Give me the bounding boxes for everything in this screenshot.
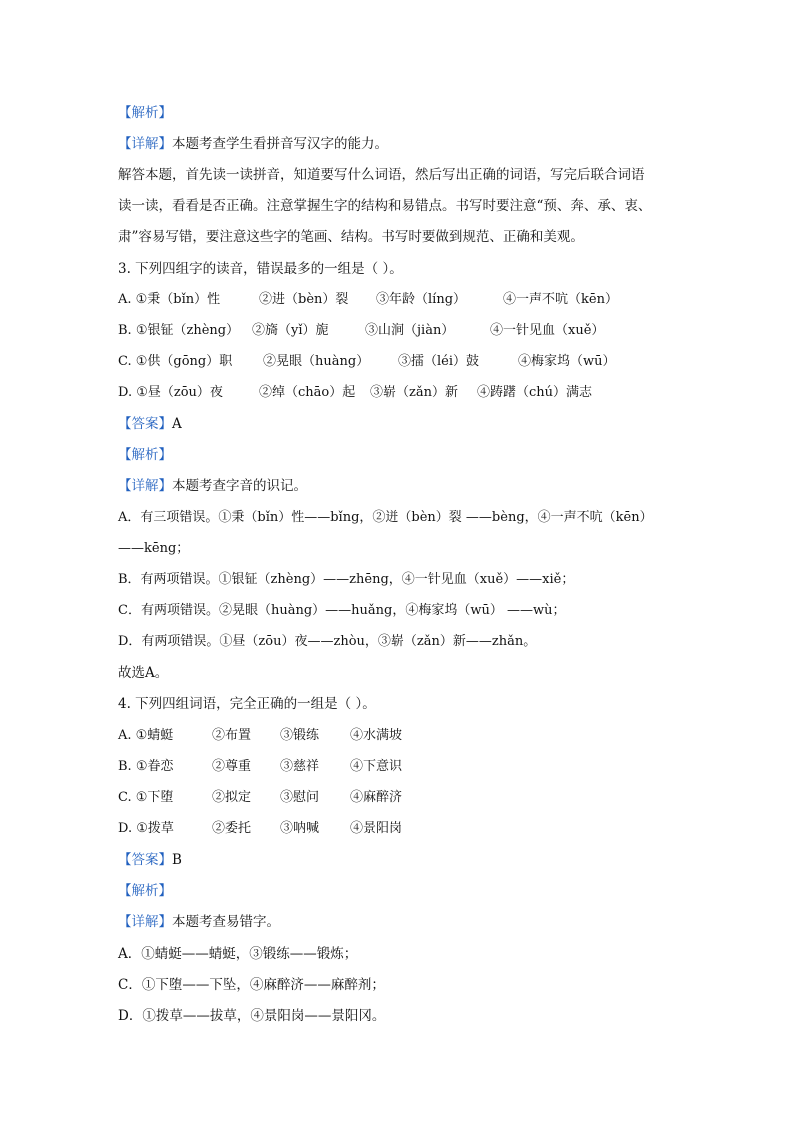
option-cell: ②进（bèn）裂 (259, 292, 349, 307)
option-cell: ④景阳岗 (350, 821, 403, 836)
detail-tag: 【详解】 (118, 478, 172, 494)
conclusion-line: 故选A。 (118, 665, 169, 681)
explanation-line: D．①拨草——拔草，④景阳岗——景阳冈。 (118, 1008, 386, 1024)
explanation-line: A．①蜻蜓——蜻蜓，③锻练——锻炼； (118, 946, 358, 962)
analysis-tag: 【解析】 (118, 883, 172, 899)
option-cell: C. ①下堕 (118, 790, 174, 805)
explanation-line: B．有两项错误。①银钲（zhèng）——zhēng，④一针见血（xuě）——xiě； (118, 572, 575, 587)
explanation-line: ——kēng； (118, 541, 190, 556)
analysis-tag: 【解析】 (118, 447, 172, 463)
detail-text: 本题考查学生看拼音写汉字的能力。 (172, 136, 388, 152)
answer-tag: 【答案】 (118, 852, 172, 868)
option-cell: ②旖（yǐ）旎 (252, 323, 329, 338)
option-cell: C. ①供（gōng）职 (118, 354, 233, 369)
option-cell: ③锻练 (280, 728, 320, 743)
option-cell: ③呐喊 (280, 821, 320, 836)
answer-tag: 【答案】 (118, 416, 172, 432)
option-cell: B. ①银钲（zhèng） (118, 323, 240, 338)
option-cell: ③慰问 (280, 790, 320, 805)
option-cell: D. ①拨草 (118, 821, 174, 836)
option-cell: ④一针见血（xuě） (490, 323, 605, 338)
option-cell: ③崭（zǎn）新 (370, 385, 458, 400)
detail-line (118, 912, 688, 932)
explanation-line: D．有两项错误。①昼（zōu）夜——zhòu，③崭（zǎn）新——zhǎn。 (118, 634, 537, 649)
paragraph-line: 肃”容易写错，要注意这些字的笔画、结构。书写时要做到规范、正确和美观。 (118, 229, 584, 245)
option-cell: ③年龄（líng） (376, 292, 467, 307)
option-cell: ④踌躇（chú）满志 (477, 385, 593, 400)
detail-text: 本题考查字音的识记。 (172, 478, 307, 494)
answer-value: B (172, 852, 182, 868)
option-cell: B. ①眷恋 (118, 759, 174, 774)
option-cell: ④下意识 (350, 759, 403, 774)
option-cell: ③擂（léi）鼓 (398, 354, 480, 369)
option-cell: ②委托 (212, 821, 252, 836)
detail-line (118, 134, 688, 154)
detail-line (118, 476, 688, 496)
option-cell: A. ①蜻蜓 (118, 728, 174, 743)
answer-line (118, 850, 688, 870)
answer-value: A (172, 416, 182, 432)
explanation-line: C．①下堕——下坠，④麻醉济——麻醉剂； (118, 977, 385, 993)
option-cell: ④一声不吭（kēn） (503, 292, 618, 307)
question-stem: 4. 下列四组词语，完全正确的一组是（ ）。 (118, 696, 376, 712)
option-cell: ②尊重 (212, 759, 252, 774)
option-cell: ②绰（chāo）起 (259, 385, 356, 400)
option-cell: ②拟定 (212, 790, 252, 805)
option-cell: A. ①秉（bǐn）性 (118, 292, 221, 307)
explanation-line: C．有两项错误。②晃眼（huàng）——huǎng，④梅家坞（wū） ——wù； (118, 603, 566, 618)
option-cell: ④水满坡 (350, 728, 403, 743)
detail-text: 本题考查易错字。 (172, 914, 280, 930)
option-cell: ②布置 (212, 728, 252, 743)
option-cell: ②晃眼（huàng） (263, 354, 370, 369)
option-cell: ④麻醉济 (350, 790, 403, 805)
paragraph-line: 解答本题，首先读一读拼音，知道要写什么词语，然后写出正确的词语，写完后联合词语 (118, 167, 645, 183)
detail-tag: 【详解】 (118, 914, 172, 930)
option-cell: D. ①昼（zōu）夜 (118, 385, 223, 400)
analysis-tag: 【解析】 (118, 105, 172, 121)
explanation-line: A．有三项错误。①秉（bǐn）性——bǐng，②迸（bèn）裂 ——bèng，④一声不吭（kēn） (118, 510, 653, 525)
option-cell: ④梅家坞（wū） (518, 354, 616, 369)
detail-tag: 【详解】 (118, 136, 172, 152)
question-stem: 3. 下列四组字的读音，错误最多的一组是（ ）。 (118, 261, 403, 277)
option-cell: ③山涧（jiàn） (365, 323, 455, 338)
answer-line (118, 414, 688, 434)
option-cell: ③慈祥 (280, 759, 320, 774)
paragraph-line: 读一读，看看是否正确。注意掌握生字的结构和易错点。书写时要注意“预、奔、承、衷、 (118, 198, 652, 214)
